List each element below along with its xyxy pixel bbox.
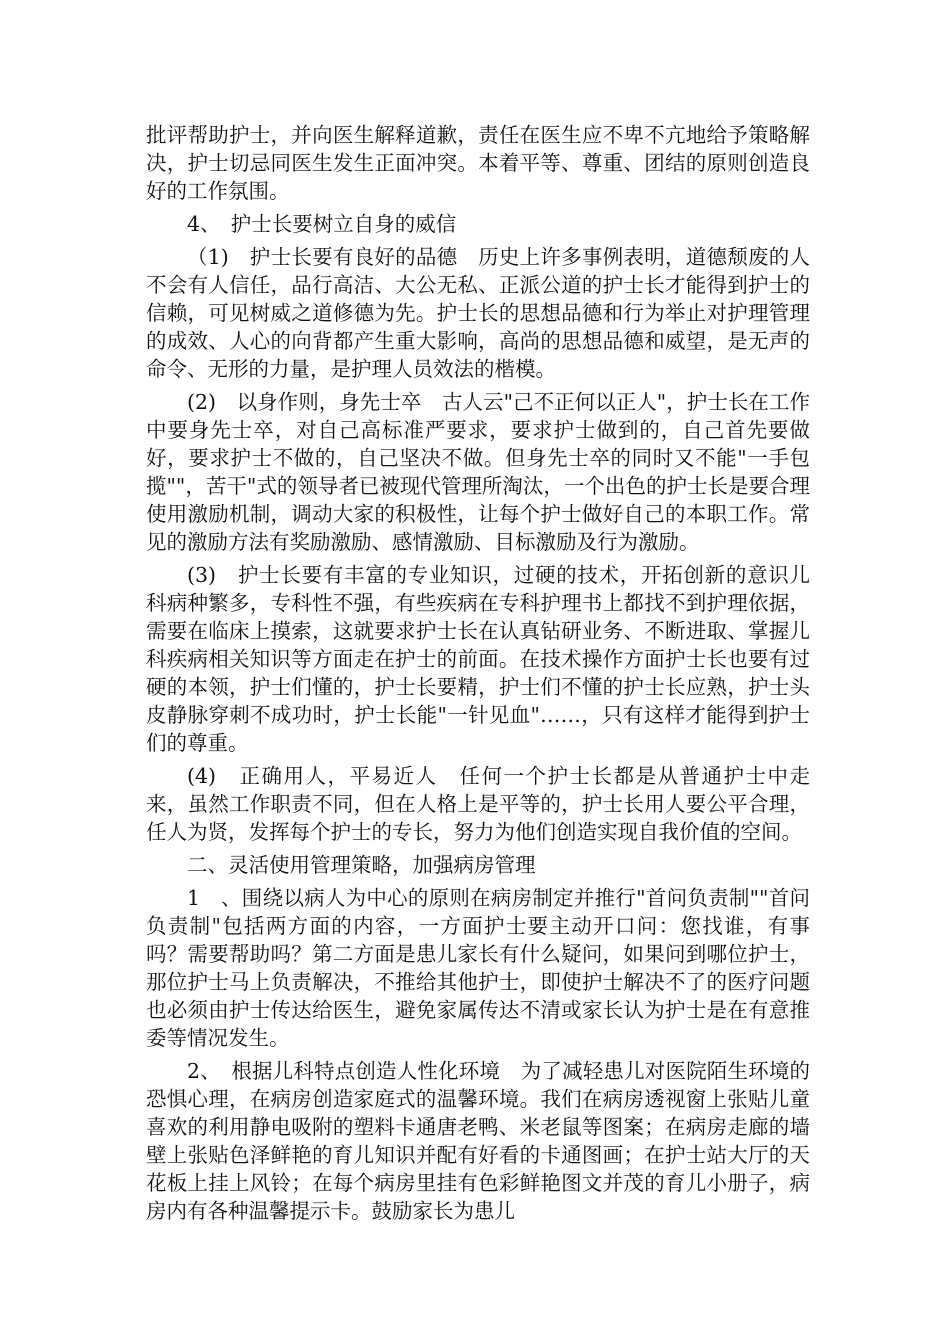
paragraph-humanized-environment: 2、 根据儿科特点创造人性化环境 为了减轻患儿对医院陌生环境的恐惧心理，在病房创造家庭式的温馨环境。我们在病房透视窗上张贴儿童喜欢的利用静电吸附的塑料卡通唐老鸭、米老鼠等图案；在病房走廊的墙壁上张贴色泽鲜艳的育儿知识并配有好看的卡通图画；在护士站大厅的天花板上挂上风铃；在每个病房里挂有色彩鲜艳图文并茂的育儿小册子，病房内有各种温馨提示卡。鼓励家长为患儿 xyxy=(146,1059,810,1223)
paragraph-lead-by-example: (2) 以身作则，身先士卒 古人云"己不正何以正人"，护士长在工作中要身先士卒，对自己高标准严要求，要求护士做到的，自己首先要做好，要求护士不做的，自己坚决不做。但身先士卒的同时又不能"一手包揽""，苦干"式的领导者已被现代管理所淘汰，一个出色的护士长是要合理使用激励机制，调动大家的积极性，让每个护士做好自己的本职工作。常见的激励方法有奖励激励、感情激励、目标激励及行为激励。 xyxy=(146,390,810,554)
paragraph-proper-staffing: (4) 正确用人，平易近人 任何一个护士长都是从普通护士中走来，虽然工作职责不同，但在人格上是平等的，护士长用人要公平合理，任人为贤，发挥每个护士的专长，努力为他们创造实现自我价值的空间。 xyxy=(146,764,810,844)
document-body xyxy=(146,121,810,1230)
paragraph-professional-knowledge: (3) 护士长要有丰富的专业知识，过硬的技术，开拓创新的意识儿科病种繁多，专科性不强，有些疾病在专科护理书上都找不到护理依据，需要在临床上摸索，这就要求护士长在认真钻研业务、不断进取、掌握儿科疾病相关知识等方面走在护士的前面。在技术操作方面护士长也要有过硬的本领，护士们懂的，护士长要精，护士们不懂的护士长应熟，护士头皮静脉穿刺不成功时，护士长能"一针见血"……，只有这样才能得到护士们的尊重。 xyxy=(146,563,810,755)
section-heading-4: 4、 护士长要树立自身的威信 xyxy=(187,212,457,236)
paragraph-good-character: （1) 护士长要有良好的品德 历史上许多事例表明，道德颓废的人不会有人信任，品行高洁、大公无私、正派公道的护士长才能得到护士的信赖，可见树威之道修德为先。护士长的思想品德和行为举止对护理管理的成效、人心的向背都产生重大影响，高尚的思想品德和威望，是无声的命令、无形的力量，是护理人员效法的楷模。 xyxy=(146,245,810,381)
paragraph-first-inquiry-responsibility: 1 、围绕以病人为中心的原则在病房制定并推行"首问负责制""首问负责制"包括两方面的内容，一方面护士要主动开口问：您找谁，有事吗？需要帮助吗？第二方面是患儿家长有什么疑问，如果问到哪位护士，那位护士马上负责解决，不推给其他护士，即使护士解决不了的医疗问题也必须由护士传达给医生，避免家属传达不清或家长认为护士是在有意推委等情况发生。 xyxy=(146,886,810,1050)
section-heading-2: 二、灵活使用管理策略，加强病房管理 xyxy=(187,853,536,877)
paragraph-intro-continuation: 批评帮助护士，并向医生解释道歉，责任在医生应不卑不亢地给予策略解决，护士切忌同医生发生正面冲突。本着平等、尊重、团结的原则创造良好的工作氛围。 xyxy=(146,123,810,203)
